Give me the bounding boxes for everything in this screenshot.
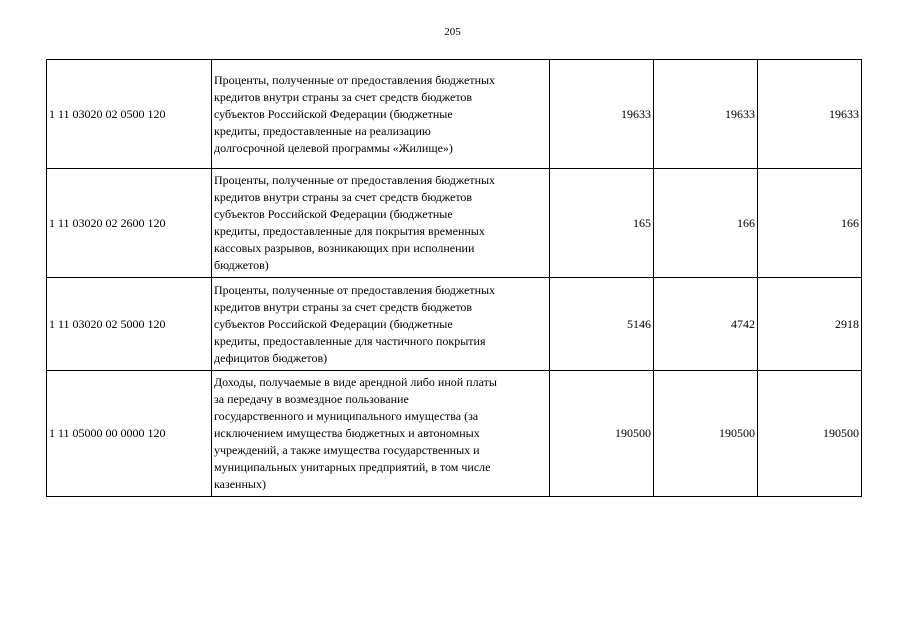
- amount-year-1: 5146: [550, 278, 654, 371]
- budget-code: 1 11 03020 02 5000 120: [47, 278, 212, 371]
- description-line: муниципальных унитарных предприятий, в том числе: [214, 460, 491, 474]
- amount-year-2: 166: [654, 169, 758, 278]
- description-line: бюджетов): [214, 258, 269, 272]
- description-line: Доходы, получаемые в виде арендной либо иной платы: [214, 375, 497, 389]
- description-line: Проценты, полученные от предоставления бюджетных: [214, 72, 496, 87]
- description-line: долгосрочной целевой программы «Жилище»): [214, 140, 453, 155]
- budget-code: 1 11 05000 00 0000 120: [47, 371, 212, 497]
- description-line: субъектов Российской Федерации (бюджетные: [214, 207, 453, 221]
- description-line: кассовых разрывов, возникающих при исполнении: [214, 241, 475, 255]
- description-line: субъектов Российской Федерации (бюджетные: [214, 316, 453, 331]
- description-line: Проценты, полученные от предоставления бюджетных: [214, 173, 496, 187]
- description-line: исключением имущества бюджетных и автономных: [214, 426, 480, 440]
- amount-year-3: 166: [758, 169, 862, 278]
- amount-year-1: 190500: [550, 371, 654, 497]
- description-line: кредиты, предоставленные на реализацию: [214, 123, 431, 138]
- budget-code: 1 11 03020 02 2600 120: [47, 169, 212, 278]
- page-number: 205: [444, 26, 461, 38]
- row-description: [212, 169, 550, 278]
- table-row: [47, 278, 862, 371]
- table-row: [47, 60, 862, 169]
- description-line: кредитов внутри страны за счет средств бюджетов: [214, 299, 473, 314]
- budget-table-body: [47, 60, 862, 497]
- table-row: [47, 169, 862, 278]
- amount-year-2: 4742: [654, 278, 758, 371]
- table-row: [47, 371, 862, 497]
- description-line: за передачу в возмездное пользование: [214, 392, 409, 406]
- row-description: [212, 278, 550, 371]
- amount-year-1: 165: [550, 169, 654, 278]
- description-line: учреждений, а также имущества государственных и: [214, 443, 480, 457]
- budget-table: [46, 59, 862, 497]
- description-line: дефицитов бюджетов): [214, 350, 328, 365]
- amount-year-3: 2918: [758, 278, 862, 371]
- description-line: кредиты, предоставленные для покрытия временных: [214, 224, 485, 238]
- description-line: государственного и муниципального имущества (за: [214, 409, 479, 423]
- description-line: Проценты, полученные от предоставления бюджетных: [214, 282, 496, 297]
- amount-year-2: 19633: [654, 60, 758, 169]
- amount-year-1: 19633: [550, 60, 654, 169]
- amount-year-3: 19633: [758, 60, 862, 169]
- description-line: кредиты, предоставленные для частичного покрытия: [214, 333, 486, 348]
- amount-year-2: 190500: [654, 371, 758, 497]
- description-line: кредитов внутри страны за счет средств бюджетов: [214, 190, 473, 204]
- description-line: кредитов внутри страны за счет средств бюджетов: [214, 89, 473, 104]
- amount-year-3: 190500: [758, 371, 862, 497]
- row-description: [212, 60, 550, 169]
- description-line: казенных): [214, 477, 266, 491]
- row-description: [212, 371, 550, 497]
- description-line: субъектов Российской Федерации (бюджетные: [214, 106, 453, 121]
- budget-code: 1 11 03020 02 0500 120: [47, 60, 212, 169]
